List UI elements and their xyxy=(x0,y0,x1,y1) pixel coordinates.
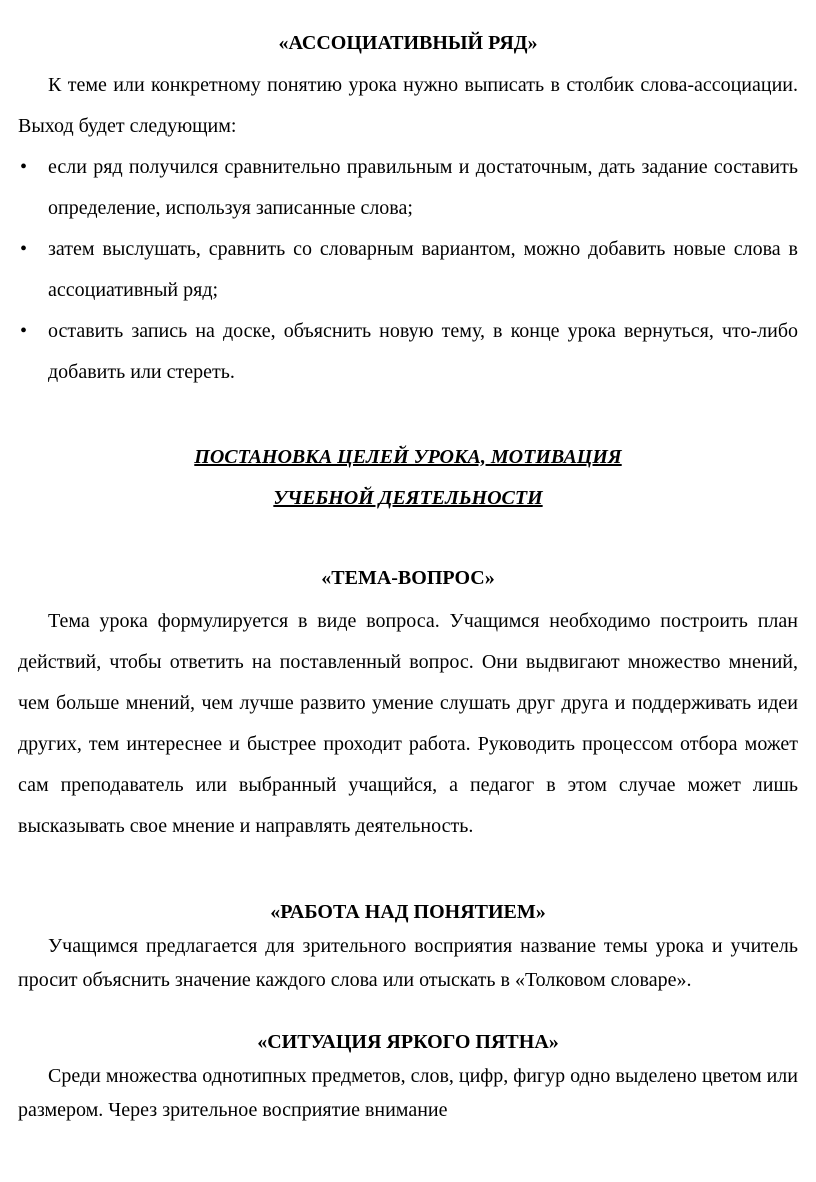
list-item xyxy=(18,311,798,393)
list-item-text: если ряд получился сравнительно правильным и достаточным, дать задание составить определение, используя записанные слова; xyxy=(48,156,798,219)
section-title-bright-spot: «СИТУАЦИЯ ЯРКОГО ПЯТНА» xyxy=(257,1031,559,1053)
section-title-concept-work: «РАБОТА НАД ПОНЯТИЕМ» xyxy=(270,901,546,923)
goals-heading-line2: УЧЕБНОЙ ДЕЯТЕЛЬНОСТИ xyxy=(273,487,543,509)
bullet-icon: • xyxy=(20,320,28,342)
goals-heading xyxy=(18,437,798,519)
associative-intro: К теме или конкретному понятию урока нужно выписать в столбик слова-ассоциации. Выход будет следующим: xyxy=(18,74,798,137)
document-page xyxy=(18,0,798,1127)
section-title-associative: «АССОЦИАТИВНЫЙ РЯД» xyxy=(278,32,538,54)
concept-work-text: Учащимся предлагается для зрительного восприятия название темы урока и учитель просит объяснить значение каждого слова или отыскать в «Толковом словаре». xyxy=(18,935,798,991)
list-item-text: затем выслушать, сравнить со словарным вариантом, можно добавить новые слова в ассоциативный ряд; xyxy=(48,238,798,301)
section-title-topic-question: «ТЕМА-ВОПРОС» xyxy=(321,567,495,589)
bright-spot-text: Среди множества однотипных предметов, слов, цифр, фигур одно выделено цветом или размером. Через зрительное восприятие внимание xyxy=(18,1065,798,1121)
list-item xyxy=(18,229,798,311)
topic-question-text: Тема урока формулируется в виде вопроса. Учащимся необходимо построить план действий, чтобы ответить на поставленный вопрос. Они выдвигают множество мнений, чем больше мнений, чем лучше развито умение слушать друг друга и поддерживать идеи других, тем интереснее и быстрее проходит работа. Руководить процессом отбора может сам преподаватель или выбранный учащийся, а педагог в этом случае может лишь высказывать свое мнение и направлять деятельность. xyxy=(18,610,798,837)
bullet-icon: • xyxy=(20,156,28,178)
goals-heading-line1: ПОСТАНОВКА ЦЕЛЕЙ УРОКА, МОТИВАЦИЯ xyxy=(194,446,622,468)
list-item-text: оставить запись на доске, объяснить новую тему, в конце урока вернуться, что-либо добавить или стереть. xyxy=(48,320,798,383)
bullet-icon: • xyxy=(20,238,28,260)
associative-bullet-list xyxy=(18,147,798,393)
list-item xyxy=(18,147,798,229)
